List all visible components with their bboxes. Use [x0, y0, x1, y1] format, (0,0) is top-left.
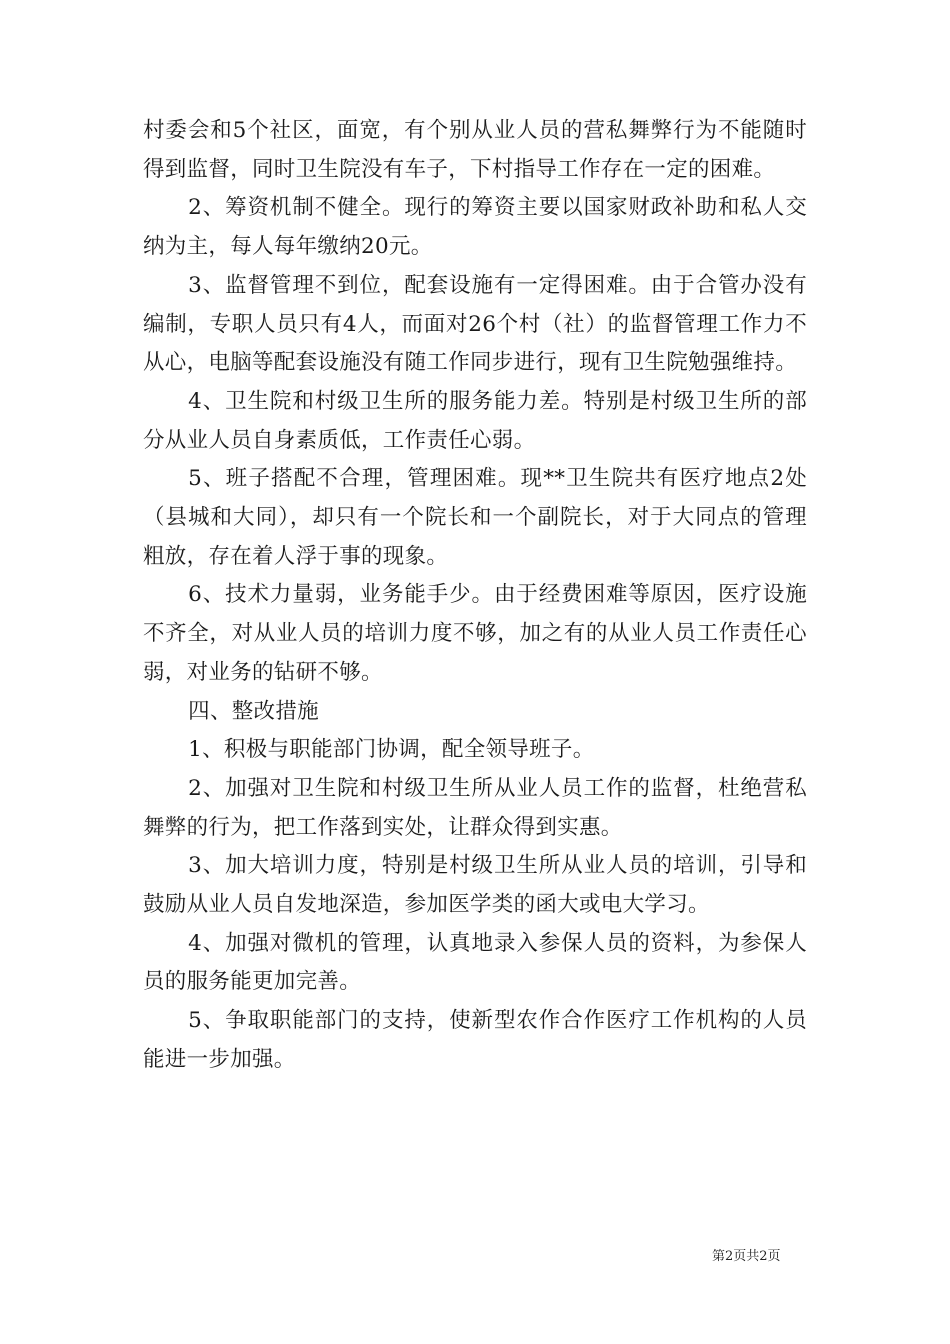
paragraph: 3、加大培训力度，特别是村级卫生所从业人员的培训，引导和鼓励从业人员自发地深造，参加医学类的函大或电大学习。 [143, 853, 807, 918]
paragraph: 1、积极与职能部门协调，配全领导班子。 [188, 737, 595, 763]
paragraph: 4、加强对微机的管理，认真地录入参保人员的资料，为参保人员的服务能更加完善。 [143, 930, 807, 995]
section-heading: 四、整改措施 [188, 698, 319, 724]
paragraph: 3、监督管理不到位，配套设施有一定得困难。由于合管办没有编制，专职人员只有4人，而面对26个村（社）的监督管理工作力不从心，电脑等配套设施没有随工作同步进行，现有卫生院勉强维持。 [143, 272, 807, 376]
paragraph: 5、争取职能部门的支持，使新型农作合作医疗工作机构的人员能进一步加强。 [143, 1008, 807, 1072]
paragraph: 6、技术力量弱，业务能手少。由于经费困难等原因，医疗设施不齐全，对从业人员的培训力度不够，加之有的从业人员工作责任心弱，对业务的钻研不够。 [143, 582, 807, 685]
paragraph: 村委会和5个社区，面宽，有个别从业人员的营私舞弊行为不能随时得到监督，同时卫生院没有车子，下村指导工作存在一定的困难。 [143, 118, 807, 182]
paragraph: 2、加强对卫生院和村级卫生所从业人员工作的监督，杜绝营私舞弊的行为，把工作落到实处，让群众得到实惠。 [143, 775, 807, 840]
paragraph: 5、班子搭配不合理，管理困难。现**卫生院共有医疗地点2处（县城和大同），却只有一个院长和一个副院长，对于大同点的管理粗放，存在着人浮于事的现象。 [143, 466, 807, 569]
paragraph: 2、筹资机制不健全。现行的筹资主要以国家财政补助和私人交纳为主，每人每年缴纳20元。 [143, 195, 807, 260]
paragraph: 4、卫生院和村级卫生所的服务能力差。特别是村级卫生所的部分从业人员自身素质低，工作责任心弱。 [143, 388, 807, 453]
document-body [143, 112, 807, 1080]
page-number-footer: 第2页共2页 [712, 1249, 781, 1264]
